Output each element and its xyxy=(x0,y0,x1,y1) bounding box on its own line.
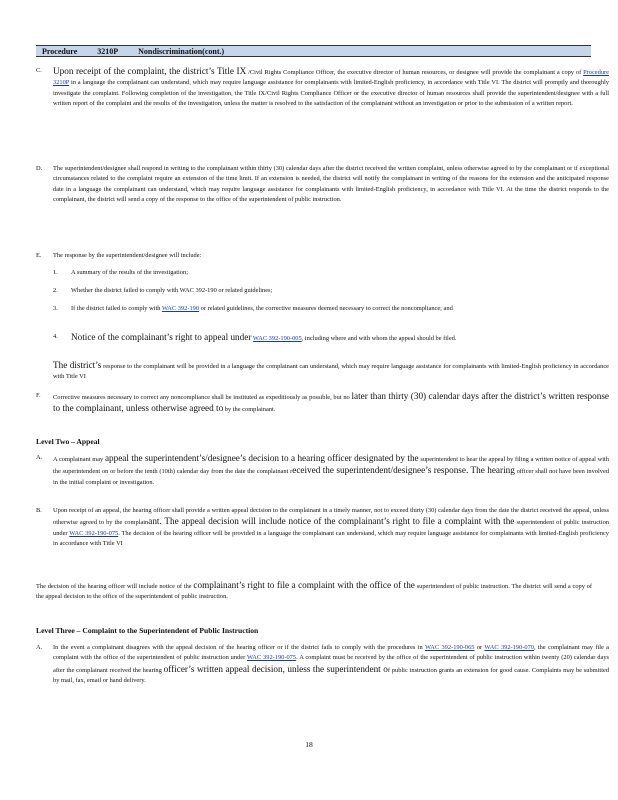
procedure-header-bar xyxy=(36,45,591,57)
header-procedure-title: Nondiscrimination(cont.) xyxy=(138,47,225,56)
section-e-item-1 xyxy=(53,268,592,278)
item-text-post: or related guidelines, the corrective measures deemed necessary to correct the noncompliance; and xyxy=(199,305,453,312)
header-procedure-number: 3210P xyxy=(97,47,119,56)
section-f-text-3: by the complainant. xyxy=(223,406,276,414)
level-two-c-text-2: complainant’s right to file a complaint with the office of the xyxy=(193,580,415,590)
section-c-text-2: in a language the complainant can understand, which may require language assistance for complainants with limited-English proficiency, in accordance with Title VI. The district will promptly and thoroughly investigate the complaint. Following completion of the investigation, the Title IX/Civil Rights Compliance Officer or the executive director of human resources shall provide the superintendent/designee with a full written report of the complaint and the results of the investigation, unless the matter is resolved to the satisfaction of the complainant without an investigation or prior to the submission of a written report. xyxy=(53,79,609,108)
item-text-post: , including where and with whom the appeal should be filed. xyxy=(301,335,457,342)
item-number: 3. xyxy=(53,305,58,312)
level-two-a-text-3: superintendent to hear the appeal by filing a written notice of appeal with the superintendent on or before the tenth (10th) calendar day from the date the complainant r xyxy=(53,456,609,476)
section-f-label: F. xyxy=(36,392,41,399)
header-procedure-label: Procedure xyxy=(42,47,78,56)
level-three-a-text-4: . A complaint must be received by the office of the superintendent of public instruction within twenty (20) calendar days after the complainant received the hearing xyxy=(53,654,609,674)
level-two-b-label: B. xyxy=(36,507,42,514)
level-three-heading: Level Three – Complaint to the Superintendent of Public Instruction xyxy=(36,626,259,635)
level-two-c-text-3: superintendent of public instruction. The district will send a copy of the appeal decision to the office of the superintendent of public instruction. xyxy=(36,583,593,601)
item-number: 2. xyxy=(53,287,58,294)
section-c xyxy=(36,66,609,110)
level-two-b-text-1: Upon receipt of an appeal, the hearing officer shall provide a written appeal decision to the complainant in a timely manner, not to exceed thirty (30) calendar days from the date the district received the appeal, unless otherwise agreed to by the complain xyxy=(53,507,609,527)
level-two-c-text-1: The decision of the hearing officer will include notice of the xyxy=(36,583,194,590)
section-e-intro: The response by the superintendent/designee will include: xyxy=(53,252,202,259)
section-e-item-4 xyxy=(53,332,592,344)
item-text-lead: Notice of the complainant’s right to appeal under xyxy=(71,332,252,342)
item-text: A summary of the results of the investigation; xyxy=(71,269,188,276)
item-text: Whether the district failed to comply with WAC 392-190 or related guidelines; xyxy=(71,287,273,294)
level-two-b-text-4: . The decision of the hearing officer will be provided in a language the complainant can understand, which may require language assistance for complainants with limited-English proficiency in accordance with Title VI xyxy=(53,529,609,548)
level-two-a-text-4: eceived the superintendent/designee’s response. The hearing xyxy=(292,465,515,476)
section-e xyxy=(36,251,609,261)
level-two-decision-note xyxy=(36,580,592,603)
level-three-a-text-2: or xyxy=(474,644,485,651)
section-f-text-1: Corrective measures necessary to correct any noncompliance shall be instituted as expeditiously as possible, but no xyxy=(53,394,352,401)
section-d-text: The superintendent/designee shall respond in writing to the complainant within thirty (30) calendar days after the district received the written complaint, unless otherwise agreed to by the complainant or if exceptional circumstances related to the complaint require an extension of the time limit. If an extension is needed, the district will notify the complainant in writing of the reasons for the extension and the anticipated response date in a language the complainant can understand, which may require language assistance for complainants with limited-English proficiency, in accordance with Title VI. At the time the district responds to the complainant, the district will send a copy of the response to the office of the superintendent of public instruction. xyxy=(53,165,609,204)
level-three-a-text-5: officer’s written appeal decision, unless the superintendent o xyxy=(163,663,388,674)
section-c-label: C. xyxy=(36,67,42,74)
item-text-pre: If the district failed to comply with xyxy=(71,305,162,312)
section-e-language-note xyxy=(36,360,609,383)
section-c-text-1: /Civil Rights Compliance Officer, the executive director of human resources, or designee will provide the complainant a copy of xyxy=(246,69,584,76)
page-number: 18 xyxy=(305,740,313,749)
section-c-lead: Upon receipt of the complaint, the district’s Title IX xyxy=(53,66,247,76)
item-number: 4. xyxy=(53,333,58,340)
level-three-a-text-6: f public instruction grants an extension for good cause. Complaints may be submitted by mail, fax, email or hand delivery. xyxy=(53,666,610,685)
level-two-a-text-5: officer shall not have been involved in the initial complaint or investigation. xyxy=(53,468,609,486)
section-d xyxy=(36,164,609,206)
section-e-note-lead: The district’s xyxy=(53,360,102,370)
section-d-label: D. xyxy=(36,165,43,172)
level-two-b xyxy=(36,506,609,550)
item-number: 1. xyxy=(53,269,58,276)
level-three-a-label: A. xyxy=(36,644,43,651)
wac-392-190-075-link-2[interactable]: WAC 392-190-075 xyxy=(246,654,297,662)
wac-392-190-link[interactable]: WAC 392-190 xyxy=(161,305,200,312)
level-two-b-text-3: superintendent of public instruction under xyxy=(53,519,609,537)
level-three-a-text-3: , the complainant may file a complaint with the office of the superintendent of public instruction under xyxy=(53,644,610,662)
procedure-3210p-link[interactable]: Procedure 3210P xyxy=(53,69,609,87)
level-three-a-text-1: In the event a complainant disagrees with the appeal decision of the hearing officer or if the district fails to comply with the procedures in xyxy=(53,644,425,651)
wac-392-190-065-link[interactable]: WAC 392-190-065 xyxy=(424,644,475,651)
level-three-a xyxy=(36,643,609,687)
level-two-a-text-1: A complainant may xyxy=(53,456,105,463)
level-two-a xyxy=(36,453,609,488)
level-two-a-text-2: appeal the superintendent’s/designee’s decision to a hearing officer designated by the xyxy=(104,453,419,463)
section-e-item-2 xyxy=(53,286,592,296)
wac-392-190-070-link[interactable]: WAC 392-190-070 xyxy=(484,644,534,651)
section-e-label: E. xyxy=(36,252,42,259)
level-two-b-text-2: ant. The appeal decision will include notice of the complainant’s right to file a complaint with the xyxy=(148,516,515,527)
section-e-note-text: response to the complainant will be provided in a language the complainant can understand, which may require language assistance for complainants with limited-English proficiency in accordance with Title VI xyxy=(53,363,609,381)
section-e-item-3 xyxy=(53,304,592,314)
section-f xyxy=(36,391,609,416)
level-two-a-label: A. xyxy=(36,454,43,461)
section-f-text-2: later than thirty (30) calendar days after the district’s written response to the complainant, unless otherwise agreed to xyxy=(53,391,609,414)
level-two-heading: Level Two – Appeal xyxy=(36,437,100,446)
wac-392-190-075-link[interactable]: WAC 392-190-075 xyxy=(69,529,119,537)
wac-392-190-005-link[interactable]: WAC 392-190-005 xyxy=(252,335,302,342)
